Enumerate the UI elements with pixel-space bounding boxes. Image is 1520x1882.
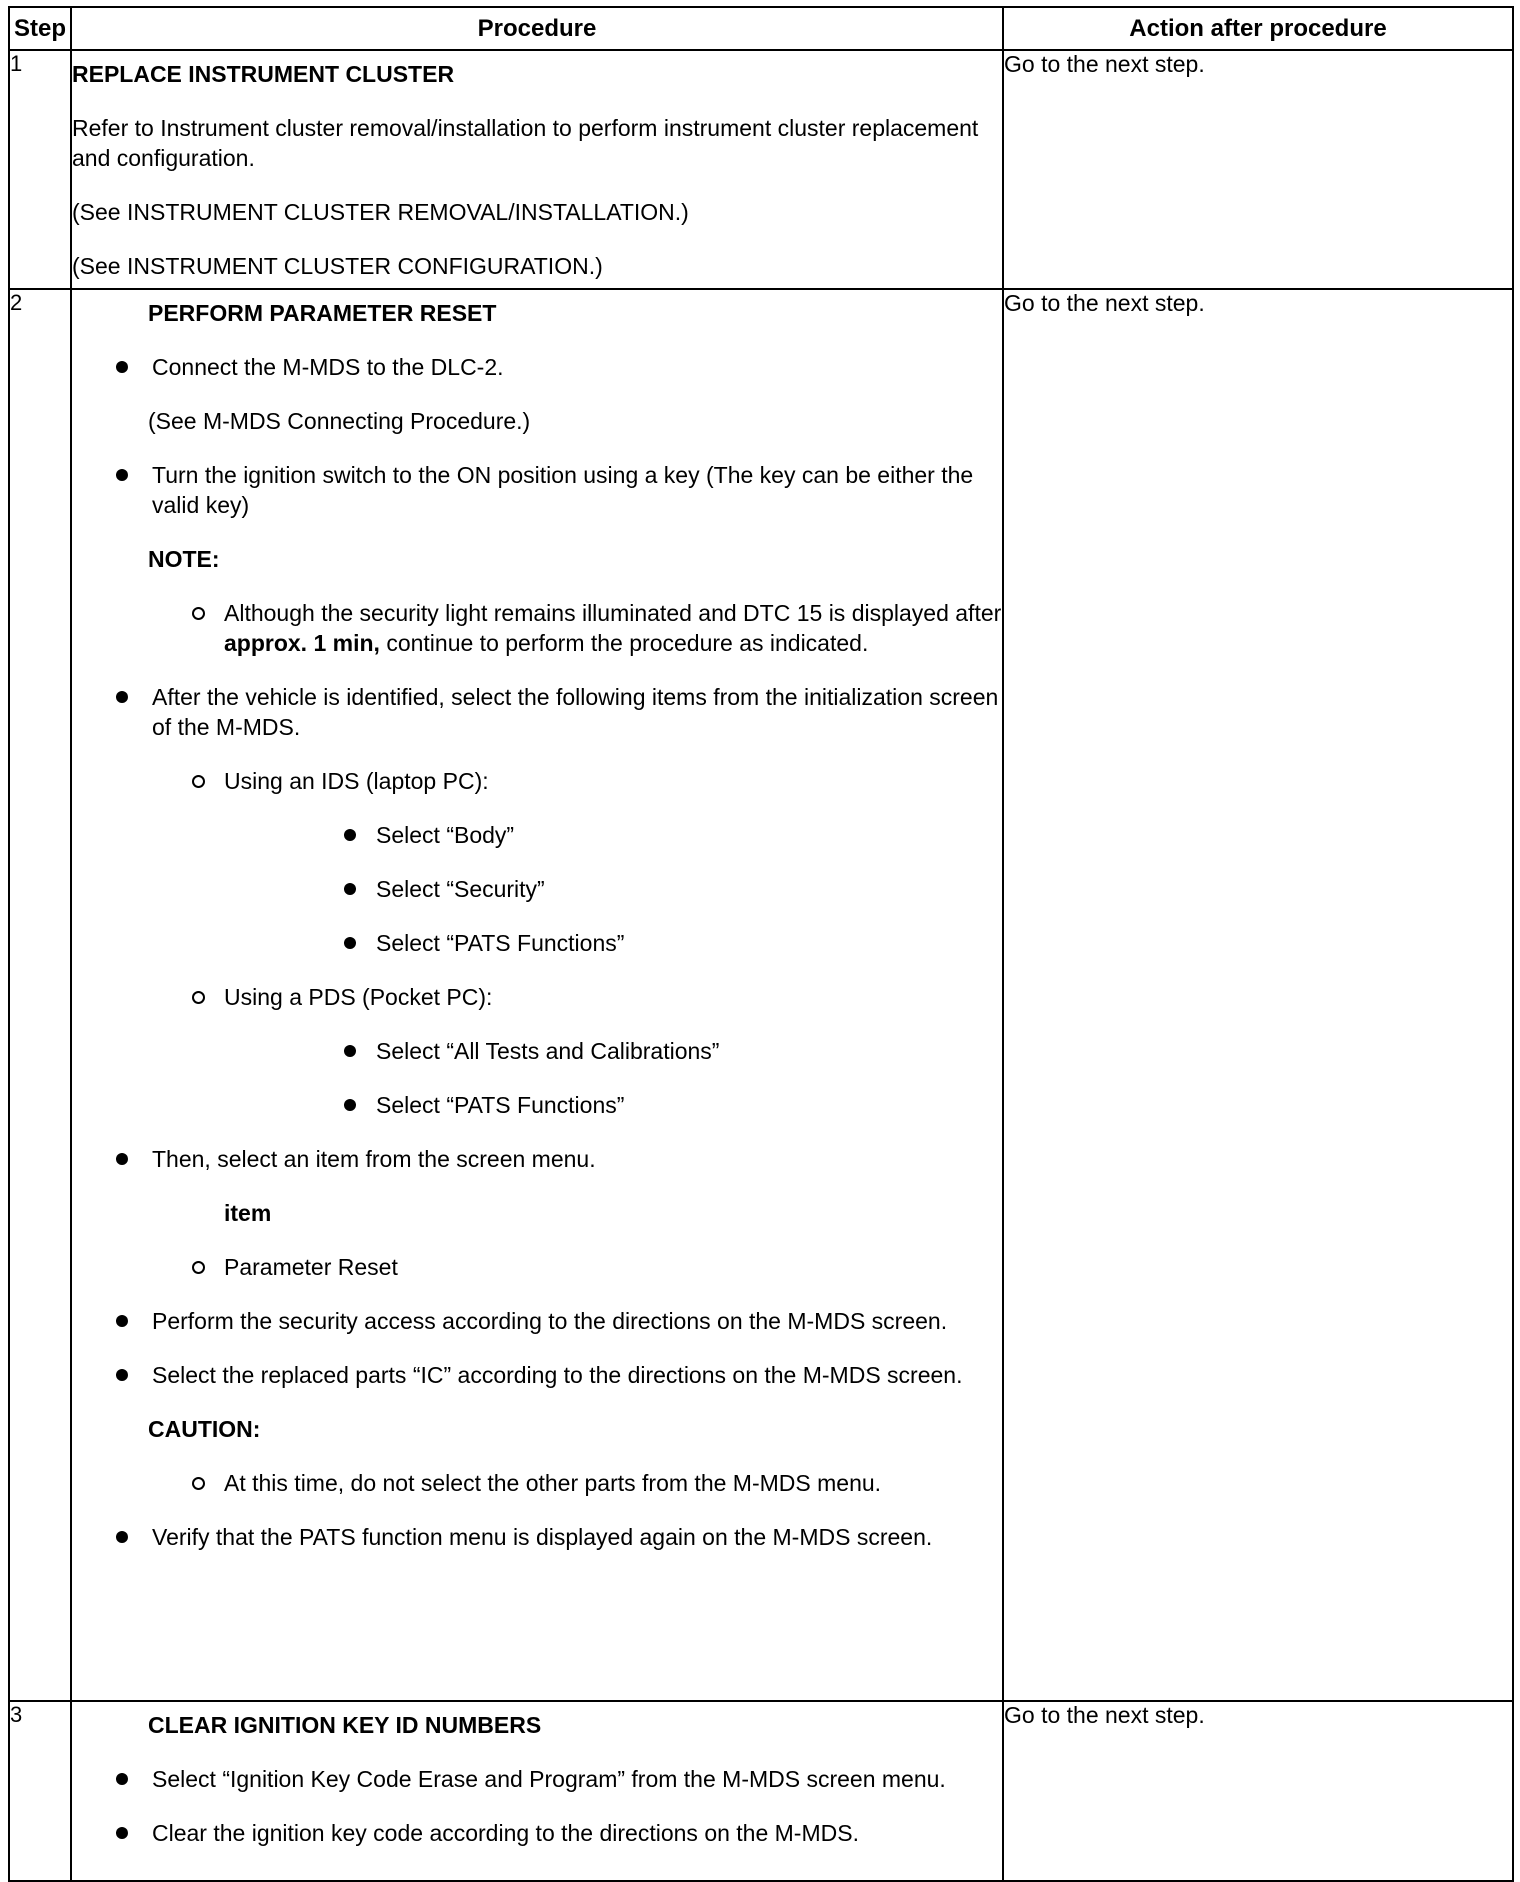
- list-item: Using an IDS (laptop PC):: [188, 766, 1002, 796]
- bullet-icon: [340, 1036, 362, 1066]
- list-item: Clear the ignition key code according to the directions on the M-MDS.: [112, 1818, 1002, 1848]
- list-item: Connect the M-MDS to the DLC-2.: [112, 352, 1002, 382]
- bullet-icon: [112, 1522, 134, 1552]
- see-reference: (See M-MDS Connecting Procedure.): [148, 408, 531, 434]
- bullet-icon: [112, 1818, 134, 1848]
- caution-text: At this time, do not select the other parts from the M-MDS menu.: [224, 1470, 882, 1496]
- list-item: Select “Security”: [340, 874, 1002, 904]
- header-row: [9, 7, 1513, 50]
- list-item: Then, select an item from the screen menu.: [112, 1144, 1002, 1174]
- bullet-icon: [112, 1144, 134, 1174]
- note-label: NOTE:: [148, 546, 220, 572]
- bullet-icon: [340, 928, 362, 958]
- list-item: Select “Body”: [340, 820, 1002, 850]
- step-paragraph: Refer to Instrument cluster removal/installation to perform instrument cluster replacement and configuration.: [72, 115, 979, 171]
- step-title: PERFORM PARAMETER RESET: [148, 300, 497, 326]
- step-row-3: [9, 1701, 1513, 1881]
- list-item: Select the replaced parts “IC” according to the directions on the M-MDS screen.: [112, 1360, 1002, 1390]
- item-label: item: [224, 1200, 272, 1226]
- header-procedure: Procedure: [71, 7, 1003, 50]
- see-reference: (See INSTRUMENT CLUSTER REMOVAL/INSTALLATION.): [72, 199, 689, 225]
- bullet-icon: [340, 874, 362, 904]
- note-text: Although the security light remains illuminated and DTC 15 is displayed after approx. 1 min, continue to perform the procedure as indicated.: [224, 600, 1002, 656]
- caution-label: CAUTION:: [148, 1416, 261, 1442]
- bullet-icon: [112, 1360, 134, 1390]
- circle-bullet-icon: [188, 1252, 210, 1282]
- step-procedure: [71, 1701, 1003, 1881]
- header-step: Step: [9, 7, 71, 50]
- step-row-1: [9, 50, 1513, 289]
- list-item: Select “All Tests and Calibrations”: [340, 1036, 1002, 1066]
- step-action: Go to the next step.: [1003, 1701, 1513, 1881]
- step-title: REPLACE INSTRUMENT CLUSTER: [72, 61, 455, 87]
- step-number: 2: [9, 289, 71, 1701]
- step-number: 1: [9, 50, 71, 289]
- circle-bullet-icon: [188, 598, 210, 628]
- step-procedure: [71, 289, 1003, 1701]
- step-action: Go to the next step.: [1003, 50, 1513, 289]
- bullet-icon: [112, 352, 134, 382]
- step-row-2: [9, 289, 1513, 1701]
- step-action: Go to the next step.: [1003, 289, 1513, 1701]
- list-item: Perform the security access according to the directions on the M-MDS screen.: [112, 1306, 1002, 1336]
- list-item: Select “PATS Functions”: [340, 928, 1002, 958]
- circle-bullet-icon: [188, 766, 210, 796]
- list-item: Using a PDS (Pocket PC):: [188, 982, 1002, 1012]
- step-number: 3: [9, 1701, 71, 1881]
- see-reference: (See INSTRUMENT CLUSTER CONFIGURATION.): [72, 253, 603, 279]
- step-title: CLEAR IGNITION KEY ID NUMBERS: [148, 1712, 542, 1738]
- list-item: [188, 1468, 1002, 1498]
- bullet-icon: [340, 1090, 362, 1120]
- list-item: After the vehicle is identified, select the following items from the initialization screen of the M-MDS.: [112, 682, 1002, 742]
- bullet-icon: [340, 820, 362, 850]
- list-item: Select “PATS Functions”: [340, 1090, 1002, 1120]
- bullet-icon: [112, 460, 134, 490]
- bullet-icon: [112, 682, 134, 712]
- header-action: Action after procedure: [1003, 7, 1513, 50]
- procedure-table: [8, 6, 1514, 1882]
- circle-bullet-icon: [188, 1468, 210, 1498]
- list-item: Turn the ignition switch to the ON position using a key (The key can be either the valid key): [112, 460, 1002, 520]
- circle-bullet-icon: [188, 982, 210, 1012]
- list-item: Verify that the PATS function menu is displayed again on the M-MDS screen.: [112, 1522, 1002, 1552]
- step-procedure: [71, 50, 1003, 289]
- list-item: Select “Ignition Key Code Erase and Program” from the M-MDS screen menu.: [112, 1764, 1002, 1794]
- list-item: Parameter Reset: [188, 1252, 1002, 1282]
- list-item: [188, 598, 1002, 658]
- bullet-icon: [112, 1306, 134, 1336]
- bullet-icon: [112, 1764, 134, 1794]
